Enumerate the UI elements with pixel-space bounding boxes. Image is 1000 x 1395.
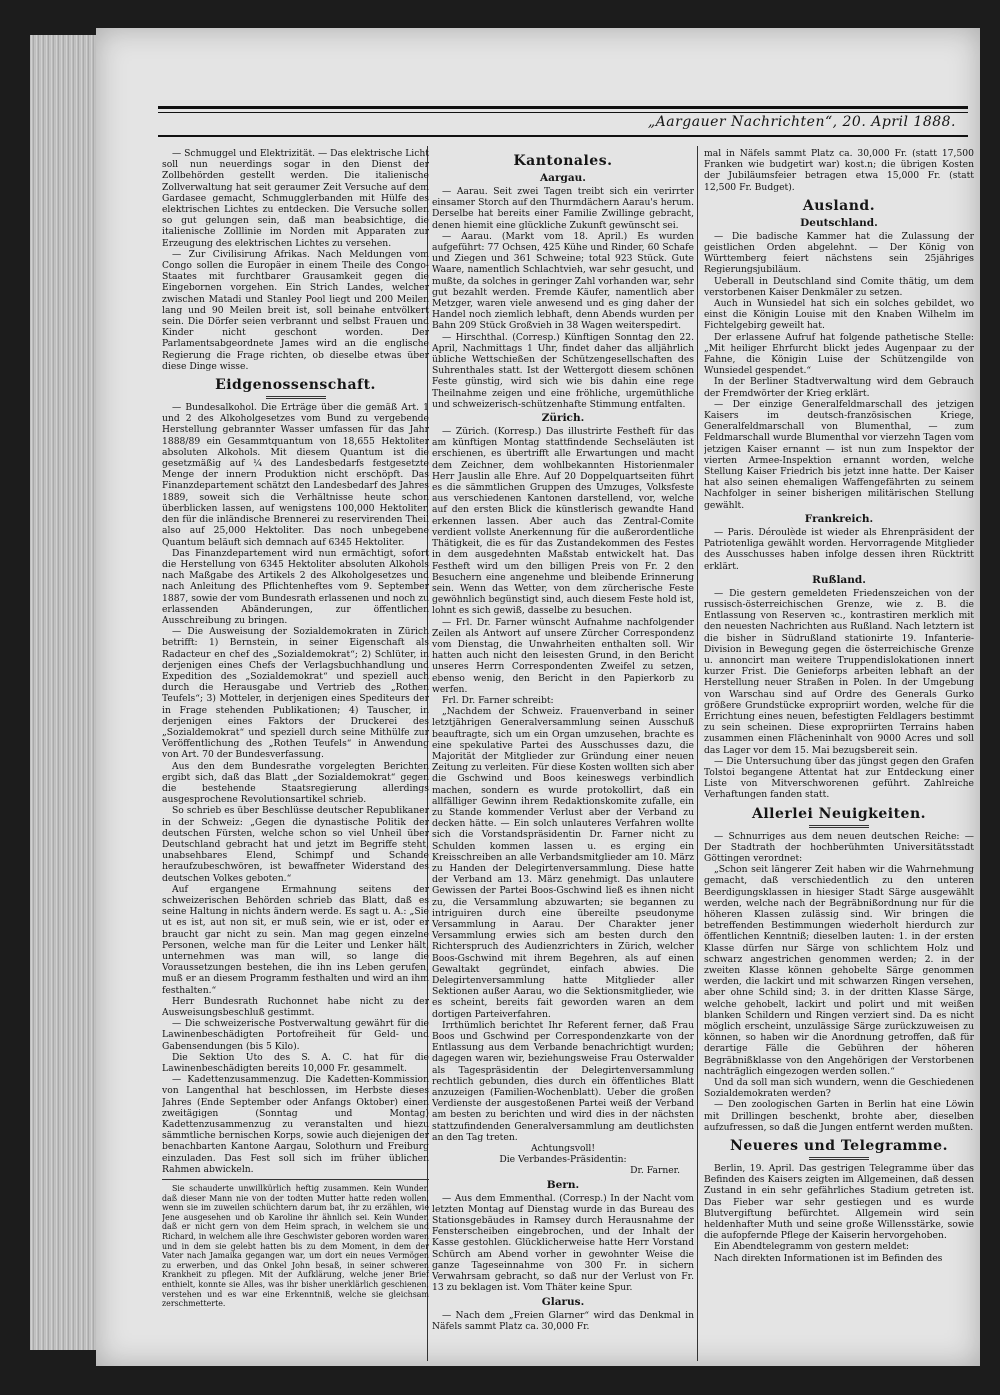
article-paragraph: So schrieb es über Beschlüsse deutscher Republikaner in der Schweiz: „Gegen die dynastische Politik der deutschen Fürsten, welche schon so viel Unheil über Deutschland gebracht hat und jetzt im Begriffe steht, unabsehbares Elend, Schimpf und Schande heraufzubeschwören, ist bewaffneter Widerstand des deutschen Volkes geboten.“ — [162, 805, 429, 884]
section-heading: Neueres und Telegramme. — [730, 1138, 948, 1155]
section-heading: Eidgenossenschaft. — [215, 377, 376, 394]
article-paragraph: „Nachdem der Schweiz. Frauenverband in seiner letztjährigen Generalversammlung seinen Ausschuß beauftragte, sich um ein Organ umzusehen, brachte es eine spekulative Partei des Ausschusses dazu, die Majorität der Mitglieder zur Gründung einer neuen Zeitung zu verleiten. Für diese Kosten wollten sich aber die Gschwind und Boos keineswegs verbindlich machen, sondern es wurde protokollirt, daß ein allfälliger Gewinn ihrem Redaktionskomite zufalle, ein zu Stande kommender Verlust aber der Verband zu decken hätte. — Ein solch unlauteres Verfahren wollte sich die Vorstandspräsidentin Dr. Farner nicht zu Schulden kommen lassen u. es erging ein Kreisschreiben an alle Verbandsmitglieder am 10. März zu Handen der Delegirtenversammlung. Diese hatte der Verband am 13. März genehmigt. Das unlautere Gewissen der Partei Boos-Gschwind ließ es ihnen nicht zu, die Versammlung abzuwarten; sie begannen zu intriguiren durch eine übereilte pseudonyme Versammlung in Aarau. Der Charakter jener Versammlung erwies sich am besten durch den Richterspruch des Audienzrichters in Zürich, welcher Boos-Gschwind mit ihrem Begehren, als auf einen Gewaltakt gegründet, einfach abwies. Die Delegirtenversammlung hatte Mitglieder aller Sektionen außer Aarau, wo die Sektionsmitglieder, wie es scheint, bereits fait geworden waren an dem dortigen Parteiverfahren. — [432, 706, 694, 1020]
article-paragraph: Herr Bundesrath Ruchonnet habe nicht zu der Ausweisungsbeschluß gestimmt. — [162, 995, 429, 1019]
article-paragraph: Berlin, 19. April. Das gestrigen Telegramme über das Befinden des Kaisers zeigten im Allgemeinen, daß dessen Zustand in ein sehr gefährliches Stadium getreten ist. Das Fieber war sehr gestiegen und es wurde Blutvergiftung befürchtet. Allgemein wird sein heldenhafter Muth und seine große Willensstärke, sowie die aufopfernde Pflege der Kaiserin hervorgehoben. — [704, 1163, 974, 1242]
newspaper-page — [96, 28, 980, 1366]
section-heading: Allerlei Neuigkeiten. — [751, 805, 927, 822]
article-paragraph: — Den zoologischen Garten in Berlin hat eine Löwin mit Drillingen beschenkt, brohte aber, dieselben aufzufressen, so daß die Jungen entfernt werden mußten. — [704, 1099, 974, 1133]
column-3 — [704, 148, 974, 1363]
heading-rule — [809, 825, 869, 828]
article-paragraph: mal in Näfels sammt Platz ca. 30,000 Fr. (statt 17,500 Franken wie budgetirt war) kost.n; die übrigen Kosten der Jubiläumsfeier betragen etwa 15,000 Fr. (statt 12,500 Fr. Budget). — [704, 148, 974, 193]
book-page-edges — [30, 35, 102, 1350]
section-heading: Ausland. — [802, 197, 876, 214]
top-rule-thin — [158, 112, 968, 113]
column-divider — [697, 146, 698, 1361]
canton-heading: Bern. — [546, 1178, 580, 1191]
feuilleton-rule — [162, 1179, 429, 1180]
article-paragraph: „Schon seit längerer Zeit haben wir die Wahrnehmung gemacht, daß verschiedentlich zu den unteren Beerdigungsklassen in hiesiger Stadt Särge ausgewählt werden, welche nach der Begräbnißordnung nur für die höheren Klassen zulässig sind. Wir bringen die betreffenden Bestimmungen wiederholt hierdurch zur öffentlichen Kenntniß; dieselben lauten: 1. in der ersten Klasse dürfen nur Särge von schlichtem Holz und schwarz angestrichen genommen werden; 2. in der zweiten Klasse können gehobelte Särge genommen werden, die lackirt und mit schwarzen Ringen versehen, aber ohne Schild sind; 3. in der dritten Klasse Särge, welche gehobelt, lackirt und polirt und mit weißen blanken Schildern und Ringen verziert sind. Da es nicht möglich erscheint, unzulässige Särge zurückzuweisen zu können, so haben wir die Anordnung getroffen, daß für derartige Fälle die Gebühren der höheren Begräbnißklasse von den Angehörigen der Verstorbenen nachträglich eingezogen werden sollen.“ — [704, 864, 974, 1077]
canton-heading: Aargau. — [540, 172, 586, 184]
top-rule — [158, 106, 968, 109]
masthead: „Aargauer Nachrichten“, 20. April 1888. — [647, 114, 956, 130]
signature: Dr. Farner. — [630, 1165, 680, 1177]
article-paragraph: — Schmuggel und Elektrizität. — Das elektrische Licht soll nun neuerdings sogar in den Dienst der Zollbehörden gestellt werden. Die italienische Zollverwaltung hat seit geraumer Zeit Versuche auf dem Gardasee gemacht, Schmugglerbanden mit Hülfe des elektrischen Lichtes zu entdecken. Die Versuche sollen so gut gelungen sein, daß man beabsichtige, die italienische Zolllinie im Norden mit Apparaten zur Erzeugung des elektrischen Lichtes zu versehen. — [162, 148, 429, 249]
article-paragraph: In der Berliner Stadtverwaltung wird dem Gebrauch der Fremdwörter der Krieg erklärt. — [704, 376, 974, 399]
article-paragraph: — Die badische Kammer hat die Zulassung der geistlichen Orden abgelehnt. — Der König von Württemberg feiert nächstens sein 25jähriges Regierungsjubiläum. — [704, 230, 974, 276]
article-paragraph: Ein Abendtelegramm von gestern meldet: — [714, 1241, 909, 1253]
article-paragraph: Und da soll man sich wundern, wenn die Geschiedenen Sozialdemokraten werden? — [704, 1077, 974, 1100]
masthead-rule — [158, 135, 968, 137]
country-heading: Deutschland. — [800, 216, 878, 229]
article-paragraph: — Die Ausweisung der Sozialdemokraten in Zürich betrifft: 1) Bernstein, in seiner Eigenschaft als Radacteur en chef des „Sozialdemokrat“; 2) Schlüter, in derjenigen eines Chefs der Verlagsbuchhandlung und Expedition des „Sozialdemokrat“ und speziell auch durch die Herausgabe und Vertrieb des „Rothen Teufels“; 3) Motteler, in derjenigen eines Spediteurs der in Frage stehenden Publikationen; 4) Tauscher, in derjenigen eines Faktors der Druckerei des „Sozialdemokrat“ und speziell durch seine Mithülfe zur Veröffentlichung des „Rothen Teufels“ in Anwendung von Art. 70 der Bundesverfassung. — [162, 626, 429, 761]
article-paragraph: — Zur Civilisirung Afrikas. Nach Meldungen vom Congo sollen die Europäer in einem Theile des Congo-Staates mit furchtbarer Grausamkeit gegen die Eingebornen vorgehen. Ein Strich Landes, welcher zwischen Matadi und Stanley Pool liegt und 200 Meilen lang und 90 Meilen breit ist, soll beinahe entvölkert sein. Die Dörfer seien verbrannt und selbst Frauen und Kinder nicht geschont worden. Der Parlamentsabgeordnete James wird an die englische Regierung die Frage richten, ob dieselbe etwas über diese Dinge wisse. — [162, 248, 429, 372]
article-paragraph: — Die gestern gemeldeten Friedenszeichen von der russisch-österreichischen Grenze, wie z. B. die Entlassung von Reserven ꝛc., kontrastiren merklich mit den neuesten Nachrichten aus Rußland. Nach letztern ist die bisher in Südrußland stationirte 19. Infanterie-Division in Bewegung gegen die österreichische Grenze u. annoncirt man weitere Truppendislokationen innert kurzer Frist. Die Genieforps arbeiten lebhaft an der Herstellung neuer Straßen in Polen. In der Umgebung von Warschau sind auf Ordre des Generals Gurko größere Grundstücke expropriirt worden, welche für die Errichtung eines neuen, befestigten Feldlagers bestimmt zu sein scheinen. Diese expropriirten Terrains haben zusammen einen Flächeninhalt von 9000 Acres und soll das Lager vor dem 15. Mai bezugsbereit sein. — [704, 587, 974, 756]
heading-rule — [809, 1157, 869, 1160]
article-paragraph: Nach direkten Informationen ist im Befinden des — [714, 1252, 943, 1264]
signature-title: Die Verbandes-Präsidentin: — [499, 1154, 627, 1166]
article-paragraph: Aus den dem Bundesrathe vorgelegten Berichten ergibt sich, daß das Blatt „der Sozialdemokrat“ gegen die bestehende Staatsregierung allerdings ausgesprochene Revolutionsartikel schrieb. — [162, 760, 429, 806]
article-paragraph: Ueberall in Deutschland sind Comite thätig, um dem verstorbenen Kaiser Denkmäler zu setzen. — [704, 275, 974, 298]
feuilleton-text: Sie schauderte unwillkürlich heftig zusammen. Kein Wunder, daß dieser Mann nie von der todten Mutter hatte reden wollen, wenn sie im zuweilen schüchtern darum bat, ihr zu erzählen, wie Jene ausgesehen und ob Karoline ihr ähnlich sei. Kein Wunder, daß er nicht gern von dem Heim sprach, in welchem sie und Richard, in welchem alle ihre Geschwister geboren worden waren und in dem sie gelebt hatten bis zu dem Moment, in dem der Vater nach Jamaika gegangen war, um dort ein neues Vermögen zu erwerben, und das Onkel John besaß, in seiner schweren Krankheit zu pflegen. Mit der Aufklärung, welche jener Brief enthielt, konnte sie Alles, was ihr bisher unerklärlich geschienen, verstehen und es war eine Erkenntniß, welche sie gleichsam zerschmetterte. — [162, 1184, 429, 1309]
article-paragraph: Das Finanzdepartement wird nun ermächtigt, sofort die Herstellung von 6345 Hektoliter absoluten Alkohols nach Maßgabe des Artikels 2 des Alkoholgesetzes und nach Anleitung des Pflichtenheftes vom 9. September 1887, sowie der vom Bundesrath erlassenen und noch zu erlassenden Abänderungen, zur öffentlichen Ausschreibung zu bringen. — [162, 547, 429, 626]
article-paragraph: — Kadettenzusammenzug. Die Kadetten-Kommission von Langenthal hat beschlossen, im Herbste dieses Jahres (Ende September oder Anfangs Oktober) einen zweitägigen (Sonntag und Montag) Kadettenzusammenzug zu veranstalten und hiezu sämmtliche bernischen Korps, sowie auch diejenigen der benachbarten Kantone Aargau, Solothurn und Freiburg einzuladen. Das Fest soll sich im früher üblichen Rahmen abwickeln. — [162, 1074, 429, 1175]
country-heading: Frankreich. — [804, 512, 874, 525]
article-paragraph: Irrthümlich berichtet Ihr Referent ferner, daß Frau Boos und Gschwind per Correspondenzkarte von der Entlassung aus dem Verbande benachrichtigt wurden; dagegen waren wir, beziehungsweise Frau Osterwalder als Tagespräsidentin der Delegirtenversammlung rechtlich gebunden, dies durch ein öffentliches Blatt anzuzeigen (Familien-Wochenblatt). Ueber die großen Verdienste der ausgestoßenen Partei weiß der Verband am besten zu berichten und wird dies in der nächsten stattzufindenden Generalversammlung am deutlichsten an den Tag treten. — [432, 1019, 694, 1143]
article-paragraph: — Aarau. Seit zwei Tagen treibt sich ein verirrter einsamer Storch auf den Thurmdächern Aarau's herum. Derselbe hat bereits einer Familie Zwillinge gebracht, denen hiemit eine glückliche Zukunft gewünscht sei. — [432, 186, 694, 231]
article-paragraph: — Die schweizerische Postverwaltung gewährt für die Lawinenbeschädigten Portofreiheit für Geld- und Gabensendungen (bis 5 Kilo). — [162, 1018, 429, 1052]
article-paragraph: — Der einzige Generalfeldmarschall des jetzigen Kaisers im deutsch-französischen Kriege, Generalfeldmarschall von Blumenthal, — zum Feldmarschall wurde Blumenthal vor vierzehn Tagen vom jetzigen Kaiser ernannt — ist nun zum Inspektor der vierten Armee-Inspektion ernannt worden, welche Stellung Kaiser Friedrich bis jetzt inne hatte. Der Kaiser hat also seinen ehemaligen Waffengefährten zu seinem Nachfolger in seiner bisherigen militärischen Stellung gewählt. — [704, 398, 974, 511]
article-paragraph: — Hirschthal. (Corresp.) Künftigen Sonntag den 22. April, Nachmittags 1 Uhr, findet daher das alljährlich übliche Wettschießen der Schützengesellschaften des Suhrenthales statt. Ist der Wettergott diesem schönen Feste günstig, wird sich wie bis dahin eine rege Theilnahme zeigen und eine fröhliche, urgemüthliche und schweizerisch-schützenhafte Stimmung entfalten. — [432, 331, 694, 410]
canton-heading: Zürich. — [541, 412, 585, 425]
country-heading: Rußland. — [812, 573, 866, 586]
article-paragraph: — Paris. Déroulède ist wieder als Ehrenpräsident der Patriotenliga gewählt worden. Hervorragende Mitglieder des Ausschusses haben infolge dessen ihren Rücktritt erklärt. — [704, 526, 974, 572]
canton-heading: Glarus. — [541, 1295, 585, 1308]
article-paragraph: Auf ergangene Ermahnung seitens der schweizerischen Behörden schrieb das Blatt, daß es seine Haltung in nichts ändern werde. Es sagt u. A.: „Sie ut es ist, aut non sit, er muß sein, wie er ist, oder er braucht gar nicht zu sein. Man mag gegen einzelne Personen, welche man für die Leiter und Lenker hält, unternehmen was man will, so lange die Voraussetzungen bestehen, die ihn ins Leben gerufen, muß er an diesem Programm festhalten und wird an ihm festhalten.“ — [162, 883, 429, 996]
heading-rule — [266, 396, 326, 399]
closing: Achtungsvoll! — [530, 1143, 596, 1155]
column-1 — [162, 148, 429, 1363]
article-paragraph: — Bundesalkohol. Die Erträge über die gemäß Art. 1 und 2 des Alkoholgesetzes vom Bund zu vergebende Herstellung gebrannter Wasser umfassen für das Jahr 1888/89 ein Gesammtquantum von 18,655 Hektoliter absoluten Alkohols. Mit diesem Quantum ist die gesetzmäßig auf ¼ des Landesbedarfs festgesetzte Menge der innern Produktion nicht erschöpft. Das Finanzdepartement schätzt den Landesbedarf des Jahres 1889, soweit sich die Verhältnisse heute schon überblicken lassen, auf wenigstens 100,000 Hektoliter, den für die inländische Brennerei zu reservirenden Theil also auf 25,000 Hektoliter. Das noch unbegebene Quantum beläuft sich demnach auf 6345 Hektoliter. — [162, 402, 429, 548]
article-paragraph: — Die Untersuchung über das jüngst gegen den Grafen Tolstoi begangene Attentat hat zur Entdeckung einer Liste von Mitverschworenen geführt. Zahlreiche Verhaftungen fanden statt. — [704, 755, 974, 801]
article-paragraph: — Frl. Dr. Farner wünscht Aufnahme nachfolgender Zeilen als Antwort auf unsere Zürcher Correspondenz vom Dienstag, die Unwahrheiten enthalten soll. Wir hatten auch nicht den leisesten Grund, in den Bericht unseres Herrn Correspondenten Zweifel zu setzen, ebenso wenig, den Bericht in den Papierkorb zu werfen. — [432, 616, 694, 695]
article-paragraph: — Schnurriges aus dem neuen deutschen Reiche: — Der Stadtrath der hochberühmten Universitätsstadt Göttingen verordnet: — [704, 830, 974, 864]
article-paragraph: — Zürich. (Korresp.) Das illustrirte Festheft für das am künftigen Montag stattfindende Sechseläuten ist erschienen, es übertrifft alle Erwartungen und macht dem Zeichner, dem wohlbekannten Historienmaler Herr Jauslin alle Ehre. Auf 20 Doppelquartseiten führt es die sämmtlichen Gruppen des Umzuges, Volksfeste aus verschiedenen Kantonen darstellend, vor, welche auf den ersten Blick die künstlerisch gewandte Hand erkennen lassen. Aber auch das Zentral-Comite verdient vollste Anerkennung für die außerordentliche Thätigkeit, die es für das Zustandekommen des Festes in dem ausgedehnten Maßstab entwickelt hat. Das Festheft wird um den billigen Preis von Fr. 2 den Besuchern eine angenehme und bleibende Erinnerung sein. Wenn das Wetter, von dem zürcherische Feste gewöhnlich begünstigt sind, auch diesem Feste hold ist, lohnt es sich gewiß, dasselbe zu besuchen. — [432, 426, 694, 617]
article-paragraph: Auch in Wunsiedel hat sich ein solches gebildet, wo einst die Königin Louise mit den Knaben Wilhelm im Fichtelgebirg geweilt hat. — [704, 298, 974, 332]
article-paragraph: — Aus dem Emmenthal. (Corresp.) In der Nacht vom letzten Montag auf Dienstag wurde in das Bureau des Stationsgebäudes in Ramsey durch Herausnahme der Fensterscheiben eingebrochen, und der Inhalt der Kasse gestohlen. Glücklicherweise hatte Herr Vorstand Schürch am Abend vorher in gewohnter Weise die ganze Tageseinnahme von 300 Fr. in sichern Verwahrsam gebracht, so daß nur der Verlust von Fr. 13 zu beklagen ist. Vom Thäter keine Spur. — [432, 1192, 694, 1294]
article-paragraph: — Nach dem „Freien Glarner“ wird das Denkmal in Näfels sammt Platz ca. 30,000 Fr. — [432, 1309, 694, 1332]
article-paragraph: Der erlassene Aufruf hat folgende pathetische Stelle: „Mit heiliger Ehrfurcht blickt jedes Augenpaar zu der Fahne, die Königin Luise der Schützengilde von Wunsiedel gespendet.“ — [704, 331, 974, 377]
article-paragraph: Die Sektion Uto des S. A. C. hat für die Lawinenbeschädigten bereits 10,000 Fr. gesammelt. — [162, 1051, 429, 1075]
article-paragraph: Frl. Dr. Farner schreibt: — [442, 694, 554, 706]
section-heading: Kantonales. — [513, 153, 613, 169]
column-2 — [432, 148, 694, 1363]
article-paragraph: — Aarau. (Markt vom 18. April.) Es wurden aufgeführt: 77 Ochsen, 425 Kühe und Rinder, 60 Schafe und Ziegen und 361 Schweine; total 923 Stück. Gute Waare, namentlich Schlachtvieh, war sehr gesucht, und mußte, da solches in geringer Zahl vorhanden war, sehr gut bezahlt werden. Fremde Käufer, namentlich aber Metzger, waren viele anwesend und es ging daher der Handel noch ziemlich lebhaft, denn Abends wurden per Bahn 209 Stück Großvieh in 38 Wagen weiterspedirt. — [432, 230, 694, 332]
